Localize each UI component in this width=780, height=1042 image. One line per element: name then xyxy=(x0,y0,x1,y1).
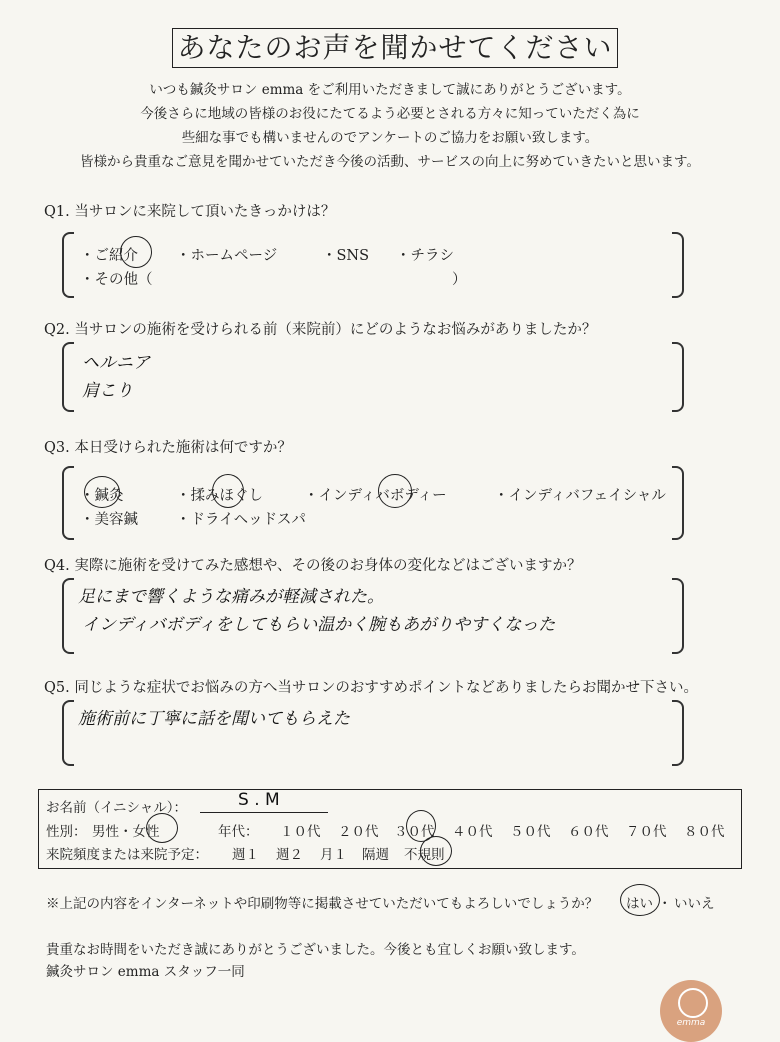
intro-line-1: いつも鍼灸サロン emma をご利用いただきまして誠にありがとうございます。 xyxy=(149,82,631,98)
consent-yes-option[interactable]: はい xyxy=(626,896,653,912)
q3-option-dry-headspa[interactable]: ・ドライヘッドスパ xyxy=(176,512,306,528)
q5-bracket-right xyxy=(672,700,684,766)
q1-option-homepage[interactable]: ・ホームページ xyxy=(176,248,278,264)
logo-text: emma xyxy=(676,1018,706,1028)
frequency-label: 来院頻度または来院予定： xyxy=(46,847,208,863)
q1-other-close: ） xyxy=(452,272,467,288)
q3-massage-circle-mark xyxy=(212,474,244,508)
q1-option-flyer[interactable]: ・チラシ xyxy=(396,248,454,264)
q2-answer-line-2: 肩こり xyxy=(82,381,133,401)
q1-bracket-left xyxy=(62,232,74,298)
age-option-50s[interactable]: ５０代 xyxy=(510,824,551,840)
frequency-option-weekly[interactable]: 週１ xyxy=(232,847,259,863)
frequency-option-biweekly[interactable]: 隔週 xyxy=(362,847,389,863)
q3-bracket-right xyxy=(672,466,684,540)
consent-separator: ・ xyxy=(658,896,672,912)
q3-acupuncture-circle-mark xyxy=(84,476,120,508)
frequency-option-irregular[interactable]: 不規則 xyxy=(404,847,445,863)
q4-answer-line-2: インディバボディをしてもらい温かく腕もあがりやすくなった xyxy=(82,615,556,635)
consent-yes-circle-mark xyxy=(620,884,660,916)
age-option-60s[interactable]: ６０代 xyxy=(568,824,609,840)
q2-bracket-right xyxy=(672,342,684,412)
age-option-10s[interactable]: １０代 xyxy=(280,824,321,840)
q3-option-indiba-facial[interactable]: ・インディバフェイシャル xyxy=(494,488,666,504)
footer-staff: 鍼灸サロン emma スタッフ一同 xyxy=(46,964,245,980)
q3-question: Q3. 本日受けられた施術は何ですか？ xyxy=(44,440,292,456)
q5-answer-line-1: 施術前に丁寧に話を聞いてもらえた xyxy=(78,709,350,729)
consent-no-option[interactable]: いいえ xyxy=(674,896,715,912)
q3-indiba-body-circle-mark xyxy=(378,474,412,508)
q2-question: Q2. 当サロンの施術を受けられる前（来院前）にどのようなお悩みがありましたか？ xyxy=(44,322,597,338)
name-underline xyxy=(200,812,328,813)
q2-answer-line-1: ヘルニア xyxy=(82,353,150,373)
page-title: あなたのお声を聞かせてください xyxy=(172,28,618,68)
q3-option-massage[interactable]: ・揉みほぐし xyxy=(176,488,263,504)
q2-bracket-left xyxy=(62,342,74,412)
emma-logo-stamp xyxy=(660,980,722,1042)
q1-option-referral[interactable]: ・ご紹介 xyxy=(80,248,138,264)
age-option-80s[interactable]: ８０代 xyxy=(684,824,725,840)
q4-bracket-left xyxy=(62,578,74,654)
gender-label: 性別： xyxy=(46,824,87,840)
frequency-irregular-circle-mark xyxy=(420,836,452,866)
q4-bracket-right xyxy=(672,578,684,654)
intro-line-2: 今後さらに地域の皆様のお役にたてるよう必要とされる方々に知っていただく為に xyxy=(140,106,640,122)
q3-option-indiba-body[interactable]: ・インディバボディー xyxy=(304,488,447,504)
name-label: お名前（イニシャル）： xyxy=(46,800,187,816)
intro-line-3: 些細な事でも構いませんのでアンケートのご協力をお願い致します。 xyxy=(181,130,599,146)
consent-question: ※上記の内容をインターネットや印刷物等に掲載させていただいてもよろしいでしょうか？ xyxy=(46,896,599,912)
q1-referral-circle-mark xyxy=(120,236,152,268)
footer-thanks: 貴重なお時間をいただき誠にありがとうございました。今後とも宜しくお願い致します。 xyxy=(46,942,585,958)
q5-question: Q5. 同じような症状でお悩みの方へ当サロンのおすすめポイントなどありましたらお聞かせ下さい。 xyxy=(44,680,698,696)
q3-option-acupuncture[interactable]: ・鍼灸 xyxy=(80,488,124,504)
frequency-option-twice-weekly[interactable]: 週２ xyxy=(276,847,303,863)
intro-line-4: 皆様から貴重なご意見を聞かせていただき今後の活動、サービスの向上に努めていきたいと思います。 xyxy=(80,154,700,170)
q5-bracket-left xyxy=(62,700,74,766)
age-label: 年代： xyxy=(218,824,259,840)
frequency-option-monthly[interactable]: 月１ xyxy=(320,847,347,863)
q1-bracket-right xyxy=(672,232,684,298)
name-value[interactable]: S . M xyxy=(238,790,280,810)
q4-answer-line-1: 足にまで響くような痛みが軽減された。 xyxy=(78,587,384,607)
gender-options[interactable]: 男性・女性 xyxy=(92,824,160,840)
logo-swirl-icon xyxy=(678,988,708,1018)
q4-question: Q4. 実際に施術を受けてみた感想や、その後のお身体の変化などはございますか？ xyxy=(44,558,582,574)
q1-option-sns[interactable]: ・SNS xyxy=(322,248,370,264)
q1-option-other[interactable]: ・その他（ xyxy=(80,272,153,288)
q1-question: Q1. 当サロンに来院して頂いたきっかけは？ xyxy=(44,204,336,220)
gender-female-circle-mark xyxy=(146,813,178,843)
q3-bracket-left xyxy=(62,466,74,540)
age-option-20s[interactable]: ２０代 xyxy=(338,824,379,840)
q3-option-beauty-acupuncture[interactable]: ・美容鍼 xyxy=(80,512,138,528)
age-option-70s[interactable]: ７０代 xyxy=(626,824,667,840)
age-option-40s[interactable]: ４０代 xyxy=(452,824,493,840)
age-option-30s[interactable]: ３０代 xyxy=(394,824,435,840)
